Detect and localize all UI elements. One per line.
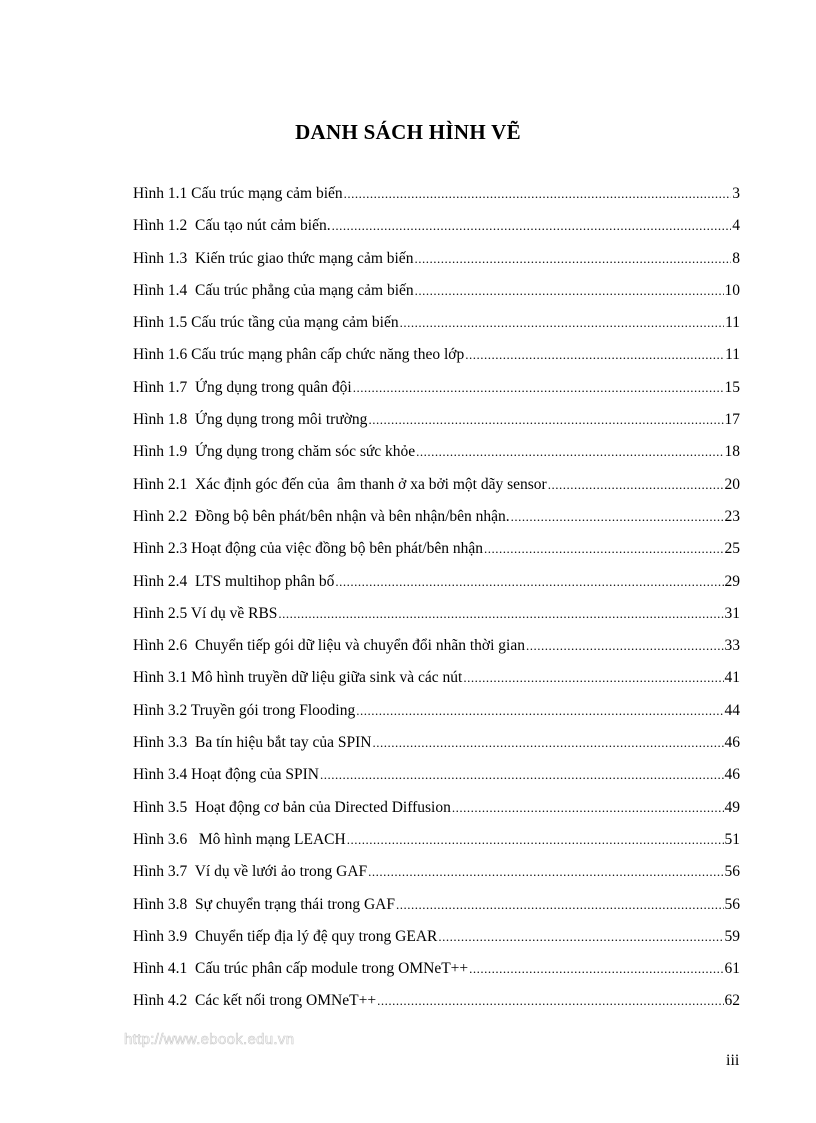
- figure-list: [133, 181, 740, 1021]
- figure-caption: Hình 4.2 Các kết nối trong OMNeT++: [133, 992, 377, 1010]
- figure-caption: Hình 3.3 Ba tín hiệu bắt tay của SPIN: [133, 734, 372, 752]
- dot-leader: [344, 181, 732, 207]
- figure-page-number: 25: [724, 540, 740, 558]
- figure-page-number: 8: [732, 249, 740, 267]
- figure-page-number: 20: [724, 475, 740, 493]
- figure-page-number: 10: [724, 281, 740, 299]
- figure-list-item: [133, 924, 740, 956]
- figure-caption: Hình 2.6 Chuyển tiếp gói dữ liệu và chuyển đổi nhãn thời gian: [133, 637, 525, 655]
- figure-caption: Hình 2.1 Xác định góc đến của âm thanh ở xa bởi một dãy sensor: [133, 475, 547, 493]
- figure-page-number: 3: [732, 185, 740, 202]
- figure-caption: Hình 3.7 Ví dụ về lưới ảo trong GAF: [133, 863, 368, 881]
- dot-leader: [484, 536, 724, 562]
- figure-caption: Hình 1.4 Cấu trúc phẳng của mạng cảm biến: [133, 281, 414, 299]
- figure-caption: Hình 2.2 Đồng bộ bên phát/bên nhận và bên nhận/bên nhận.: [133, 507, 510, 525]
- figure-page-number: 56: [724, 895, 740, 913]
- figure-caption: Hình 3.8 Sự chuyển trạng thái trong GAF: [133, 895, 395, 913]
- figure-page-number: 11: [725, 314, 740, 332]
- figure-list-item: [133, 342, 740, 374]
- figure-page-number: 31: [724, 604, 740, 622]
- dot-leader: [332, 213, 732, 239]
- dot-leader: [373, 730, 724, 756]
- figure-list-item: [133, 795, 740, 827]
- dot-leader: [526, 633, 724, 659]
- figure-caption: Hình 3.6 Mô hình mạng LEACH: [133, 830, 346, 848]
- figure-caption: Hình 1.3 Kiến trúc giao thức mạng cảm biến: [133, 249, 414, 267]
- dot-leader: [463, 665, 723, 691]
- dot-leader: [368, 407, 723, 433]
- dot-leader: [353, 375, 724, 401]
- figure-list-item: [133, 601, 740, 633]
- figure-list-item: [133, 665, 740, 697]
- figure-list-item: [133, 213, 740, 245]
- dot-leader: [416, 439, 723, 465]
- figure-page-number: 46: [724, 766, 740, 784]
- figure-list-item: [133, 536, 740, 568]
- figure-page-number: 46: [724, 734, 740, 752]
- figure-caption: Hình 3.4 Hoạt động của SPIN: [133, 766, 319, 784]
- figure-caption: Hình 3.1 Mô hình truyền dữ liệu giữa sink và các nút: [133, 669, 463, 687]
- dot-leader: [469, 956, 723, 982]
- dot-leader: [452, 795, 724, 821]
- figure-page-number: 41: [724, 669, 740, 687]
- dot-leader: [438, 924, 723, 950]
- dot-leader: [335, 569, 723, 595]
- dot-leader: [377, 988, 723, 1014]
- figure-list-item: [133, 859, 740, 891]
- figure-page-number: 51: [724, 830, 740, 848]
- dot-leader: [347, 827, 724, 853]
- figure-page-number: 18: [724, 443, 740, 461]
- dot-leader: [356, 698, 723, 724]
- figure-page-number: 62: [724, 992, 740, 1010]
- dot-leader: [400, 310, 724, 336]
- dot-leader: [368, 859, 723, 885]
- figure-page-number: 4: [732, 217, 740, 235]
- figure-caption: Hình 1.5 Cấu trúc tầng của mạng cảm biến: [133, 314, 399, 332]
- figure-list-item: [133, 407, 740, 439]
- figure-list-item: [133, 439, 740, 471]
- figure-list-item: [133, 827, 740, 859]
- figure-list-item: [133, 310, 740, 342]
- figure-caption: Hình 1.1 Cấu trúc mạng cảm biến: [133, 185, 343, 202]
- figure-list-item: [133, 472, 740, 504]
- figure-page-number: 49: [724, 798, 740, 816]
- figure-page-number: 61: [724, 960, 740, 978]
- figure-list-item: [133, 278, 740, 310]
- figure-caption: Hình 1.6 Cấu trúc mạng phân cấp chức năng theo lớp: [133, 346, 465, 364]
- figure-caption: Hình 1.7 Ứng dụng trong quân đội: [133, 378, 352, 396]
- figure-caption: Hình 2.5 Ví dụ về RBS: [133, 604, 278, 622]
- figure-list-item: [133, 181, 740, 213]
- figure-list-item: [133, 956, 740, 988]
- page-number: iii: [726, 1052, 740, 1069]
- figure-list-item: [133, 892, 740, 924]
- dot-leader: [511, 504, 724, 530]
- figure-caption: Hình 3.2 Truyền gói trong Flooding: [133, 701, 356, 719]
- figure-caption: Hình 1.2 Cấu tạo nút cảm biến.: [133, 217, 331, 235]
- figure-caption: Hình 2.4 LTS multihop phân bố: [133, 572, 335, 590]
- figure-list-item: [133, 730, 740, 762]
- figure-page-number: 11: [725, 346, 740, 364]
- page-title: DANH SÁCH HÌNH VẼ: [295, 120, 521, 144]
- figure-page-number: 33: [724, 637, 740, 655]
- figure-caption: Hình 1.8 Ứng dụng trong môi trường: [133, 411, 368, 429]
- dot-leader: [548, 472, 724, 498]
- figure-list-item: [133, 633, 740, 665]
- dot-leader: [320, 762, 724, 788]
- figure-list-item: [133, 246, 740, 278]
- figure-caption: Hình 3.9 Chuyển tiếp địa lý đệ quy trong GEAR: [133, 927, 438, 945]
- figure-caption: Hình 2.3 Hoạt động của việc đồng bộ bên phát/bên nhận: [133, 540, 483, 558]
- dot-leader: [465, 342, 724, 368]
- watermark: http://www.ebook.edu.vn: [124, 1031, 295, 1048]
- dot-leader: [415, 278, 724, 304]
- figure-list-item: [133, 762, 740, 794]
- figure-caption: Hình 4.1 Cấu trúc phân cấp module trong OMNeT++: [133, 960, 469, 978]
- figure-list-item: [133, 375, 740, 407]
- figure-page-number: 44: [724, 701, 740, 719]
- figure-list-item: [133, 569, 740, 601]
- figure-list-item: [133, 698, 740, 730]
- figure-page-number: 17: [724, 411, 740, 429]
- dot-leader: [414, 246, 731, 272]
- figure-page-number: 29: [724, 572, 740, 590]
- dot-leader: [396, 892, 724, 918]
- figure-list-item: [133, 504, 740, 536]
- figure-page-number: 59: [724, 927, 740, 945]
- dot-leader: [278, 601, 723, 627]
- figure-caption: Hình 3.5 Hoạt động cơ bản của Directed Diffusion: [133, 798, 451, 816]
- figure-page-number: 15: [724, 378, 740, 396]
- figure-page-number: 56: [724, 863, 740, 881]
- figure-page-number: 23: [724, 507, 740, 525]
- figure-list-item: [133, 988, 740, 1020]
- figure-caption: Hình 1.9 Ứng dụng trong chăm sóc sức khỏe: [133, 443, 416, 461]
